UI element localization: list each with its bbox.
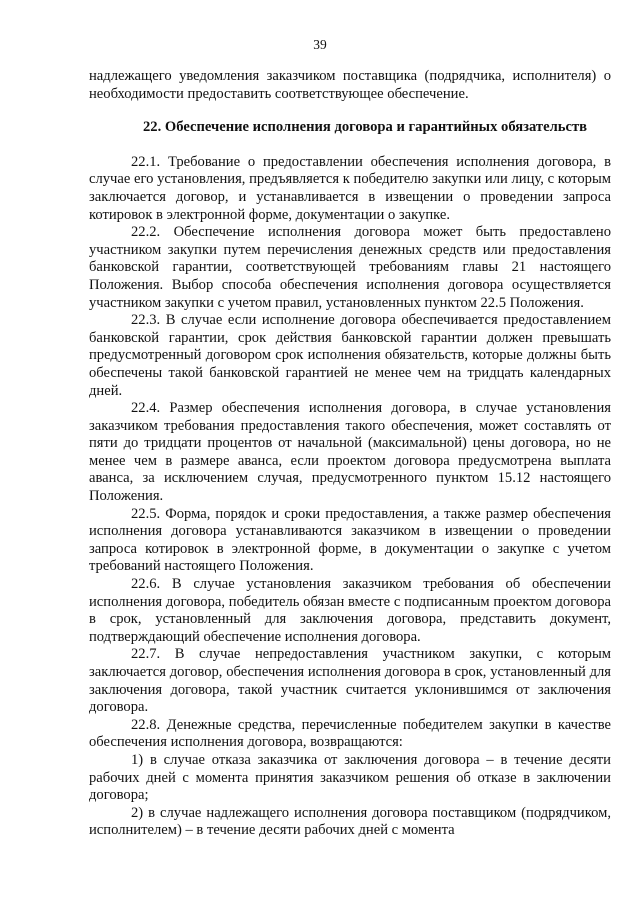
paragraph-22-1: 22.1. Требование о предоставлении обеспечения исполнения договора, в случае его установления, предъявляется к победителю закупки или лицу, с которым заключается договор, и устанавливается в извещении о проведении запроса котировок в электронной форме, документации о закупке. (89, 153, 611, 223)
paragraph-22-3: 22.3. В случае если исполнение договора обеспечивается предоставлением банковской гарантии, срок действия банковской гарантии должен превышать предусмотренный договором срок исполнения обязательств, которые должны быть обеспечены такой банковской гарантией не менее чем на тридцать календарных дней. (89, 312, 611, 399)
page-body (89, 68, 611, 840)
list-item-2: 2) в случае надлежащего исполнения договора поставщиком (подрядчиком, исполнителем) – в течение десяти рабочих дней с момента (89, 804, 611, 839)
page-number: 39 (313, 37, 327, 52)
paragraph-22-5: 22.5. Форма, порядок и сроки предоставления, а также размер обеспечения исполнения договора устанавливаются заказчиком в извещении о проведении запроса котировок в электронной форме, в документации о закупке с учетом требований настоящего Положения. (89, 505, 611, 575)
paragraph-22-4: 22.4. Размер обеспечения исполнения договора, в случае установления заказчиком требования предоставления такого обеспечения, может составлять от пяти до тридцати процентов от начальной (максимальной) цены договора, но не менее чем в размере аванса, если проектом договора предусмотрена выплата аванса, за исключением случая, предусмотренного пунктом 15.12 настоящего Положения. (89, 400, 611, 505)
list-item-1: 1) в случае отказа заказчика от заключения договора – в течение десяти рабочих дней с момента принятия заказчиком решения об отказе в заключении договора; (89, 751, 611, 804)
intro-fragment: надлежащего уведомления заказчиком поставщика (подрядчика, исполнителя) о необходимости предоставить соответствующее обеспечение. (89, 68, 611, 102)
section-heading: 22. Обеспечение исполнения договора и гарантийных обязательств (142, 119, 588, 136)
paragraph-22-7: 22.7. В случае непредоставления участником закупки, с которым заключается договор, обеспечения исполнения договора в срок, установленный для заключения договора, такой участник считается уклонившимся от заключения договора. (89, 646, 611, 716)
paragraph-22-8: 22.8. Денежные средства, перечисленные победителем закупки в качестве обеспечения исполнения договора, возвращаются: (89, 716, 611, 751)
paragraph-22-2: 22.2. Обеспечение исполнения договора может быть предоставлено участником закупки путем перечисления денежных средств или предоставления банковской гарантии, соответствующей требованиям главы 21 настоящего Положения. Выбор способа обеспечения исполнения договора осуществляется участником закупки с учетом правил, установленных пунктом 22.5 Положения. (89, 224, 611, 311)
paragraph-22-6: 22.6. В случае установления заказчиком требования об обеспечении исполнения договора, победитель обязан вместе с подписанным проектом договора в срок, установленный для заключения договора, представить документ, подтверждающий обеспечение исполнения договора. (89, 576, 611, 645)
